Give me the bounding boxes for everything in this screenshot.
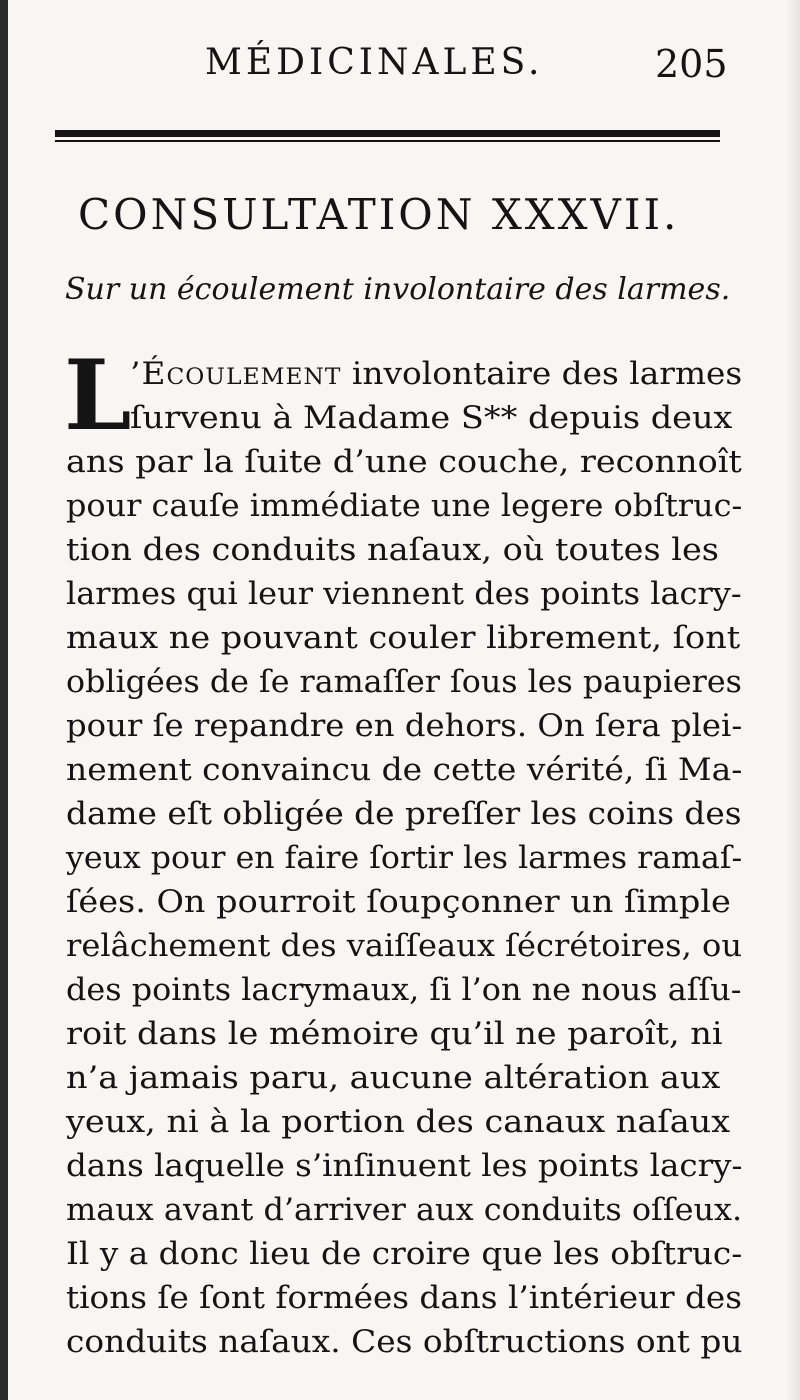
page-edge-shadow (786, 0, 800, 1400)
body-line: obligées de ſe ramaſſer ſous les paupieres (66, 664, 742, 700)
consultation-subtitle: Sur un écoulement involontaire des larmes. (65, 272, 731, 307)
body-line: tions ſe ſont formées dans l’intérieur des (66, 1280, 742, 1316)
body-line: tion des conduits naſaux, où toutes les (66, 532, 719, 568)
body-line: pour ſe repandre en dehors. On ſera plei- (66, 708, 743, 744)
body-line: yeux pour en faire ſortir les larmes ramaſ- (66, 840, 743, 876)
body-line: n’a jamais paru, aucune altération aux (66, 1060, 721, 1096)
consultation-title: CONSULTATION XXXVII. (78, 190, 680, 239)
body-line: pour cauſe immédiate une legere obſtruc- (66, 488, 743, 524)
body-line: ans par la ſuite d’une couche, reconnoît (66, 444, 742, 480)
body-line: dans laquelle s’inſinuent les points lacry- (66, 1148, 743, 1184)
body-line: ſées. On pourroit ſoupçonner un ſimple (66, 884, 731, 920)
body-line: ſurvenu à Madame S** depuis deux (130, 400, 733, 436)
page-binding-edge (0, 0, 8, 1400)
body-line: nement convaincu de cette vérité, ſi Ma- (66, 752, 743, 788)
body-line: conduits naſaux. Ces obſtructions ont pu (66, 1324, 743, 1360)
page-number: 205 (655, 42, 728, 86)
first-line-rest: involontaire des larmes (341, 356, 743, 392)
header-rule (55, 130, 720, 142)
body-line: relâchement des vaiſſeaux ſécrétoires, ou (66, 928, 742, 964)
body-line: yeux, ni à la portion des canaux naſaux (66, 1104, 731, 1140)
running-head: MÉDICINALES. (205, 42, 544, 83)
body-line: maux ne pouvant couler librement, ſont (66, 620, 741, 656)
drop-cap: L (64, 339, 132, 452)
body-line: Il y a donc lieu de croire que les obſtruc- (66, 1236, 743, 1272)
body-line-first (130, 352, 742, 396)
first-word-smallcaps: ’Écoulement (130, 356, 342, 392)
body-line: maux avant d’arriver aux conduits oſſeux. (66, 1192, 743, 1228)
body-line: roit dans le mémoire qu’il ne paroît, ni (66, 1016, 723, 1052)
body-line: des points lacrymaux, ſi l’on ne nous aſſu- (66, 972, 742, 1008)
body-line: dame eſt obligée de preſſer les coins des (66, 796, 742, 832)
body-line: larmes qui leur viennent des points lacry- (66, 576, 742, 612)
